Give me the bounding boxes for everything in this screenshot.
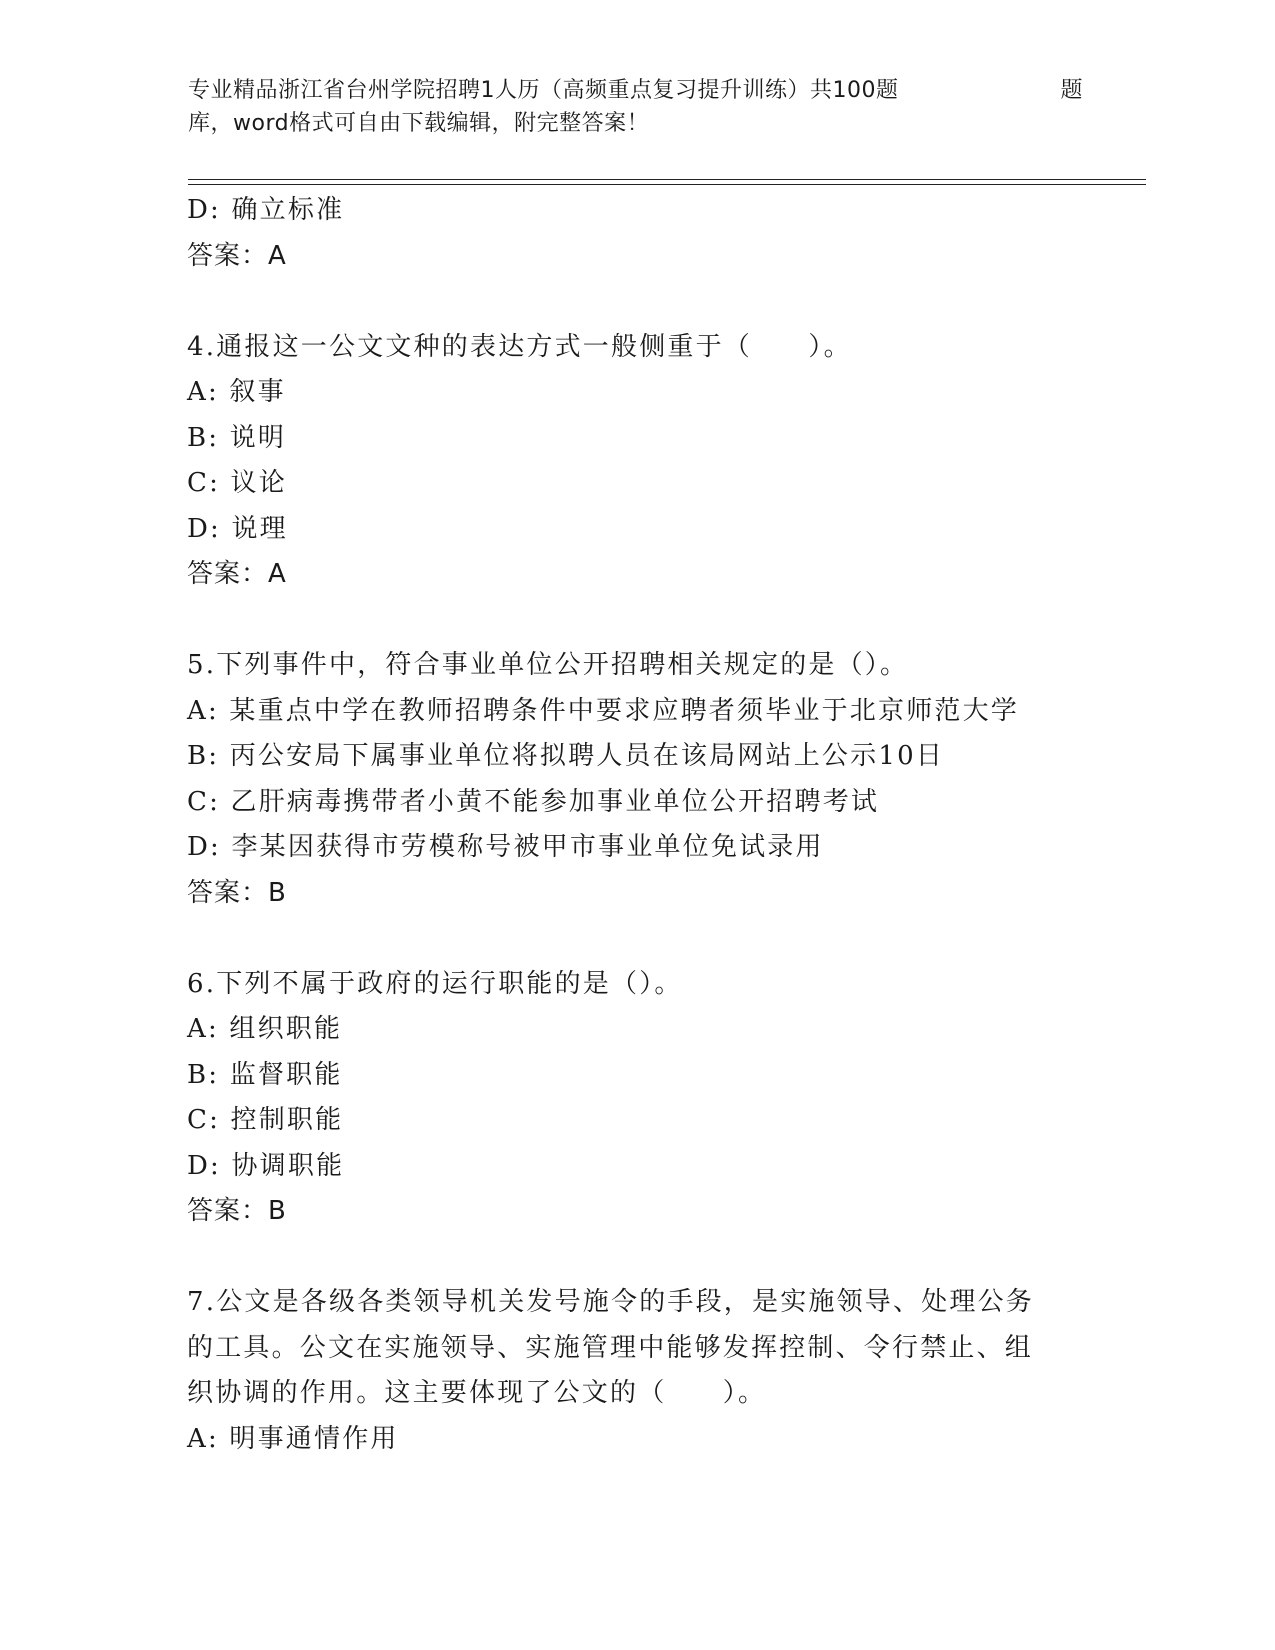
page-header bbox=[188, 74, 1083, 140]
q5-option-c: C: 乙肝病毒携带者小黄不能参加事业单位公开招聘考试 bbox=[187, 786, 880, 817]
q6-option-a: A: 组织职能 bbox=[187, 1014, 343, 1044]
q4-stem: 4.通报这一公文文种的表达方式一般侧重于（ ）。 bbox=[187, 331, 852, 362]
q3-option-d: D: 确立标准 bbox=[187, 195, 345, 225]
question-content bbox=[187, 188, 1147, 1462]
q6-option-b: B: 监督职能 bbox=[187, 1059, 343, 1090]
header-line-1 bbox=[188, 74, 1083, 107]
header-title: 专业精品浙江省台州学院招聘1人历（高频重点复习提升训练）共100题 bbox=[188, 78, 899, 103]
q5-option-d: D: 李某因获得市劳模称号被甲市事业单位免试录用 bbox=[187, 832, 824, 862]
q6-answer: 答案：B bbox=[187, 1196, 287, 1226]
header-divider-bottom bbox=[188, 184, 1146, 185]
header-divider-top bbox=[188, 179, 1146, 180]
q5-option-a: A: 某重点中学在教师招聘条件中要求应聘者须毕业于北京师范大学 bbox=[187, 695, 1020, 726]
spacer bbox=[187, 916, 1147, 962]
q5-option-b: B: 丙公安局下属事业单位将拟聘人员在该局网站上公示10日 bbox=[187, 741, 945, 771]
q7-option-a: A: 明事通情作用 bbox=[187, 1423, 399, 1454]
header-title-tail: 题 bbox=[1060, 78, 1083, 103]
q6-option-c: C: 控制职能 bbox=[187, 1105, 344, 1135]
spacer bbox=[187, 598, 1147, 644]
q7-stem-line-2: 的工具。公文在实施领导、实施管理中能够发挥控制、令行禁止、组 bbox=[187, 1332, 1034, 1363]
q7-stem-line-1: 7.公文是各级各类领导机关发号施令的手段，是实施领导、处理公务 bbox=[187, 1287, 1035, 1317]
q6-stem: 6.下列不属于政府的运行职能的是（）。 bbox=[187, 968, 683, 999]
spacer bbox=[187, 1235, 1147, 1281]
q4-answer: 答案：A bbox=[187, 559, 287, 589]
q4-option-c: C: 议论 bbox=[187, 468, 287, 498]
q5-stem: 5.下列事件中，符合事业单位公开招聘相关规定的是（）。 bbox=[187, 650, 909, 680]
q6-option-d: D: 协调职能 bbox=[187, 1150, 345, 1181]
q4-option-a: A: 叙事 bbox=[187, 377, 286, 407]
q5-answer: 答案：B bbox=[187, 877, 287, 908]
header-line-2: 库，word格式可自由下载编辑，附完整答案！ bbox=[188, 111, 650, 136]
q4-option-b: B: 说明 bbox=[187, 422, 287, 453]
spacer bbox=[187, 279, 1147, 325]
q3-answer: 答案：A bbox=[187, 240, 287, 271]
q4-option-d: D: 说理 bbox=[187, 513, 288, 544]
q7-stem-line-3: 织协调的作用。这主要体现了公文的（ ）。 bbox=[187, 1378, 767, 1408]
